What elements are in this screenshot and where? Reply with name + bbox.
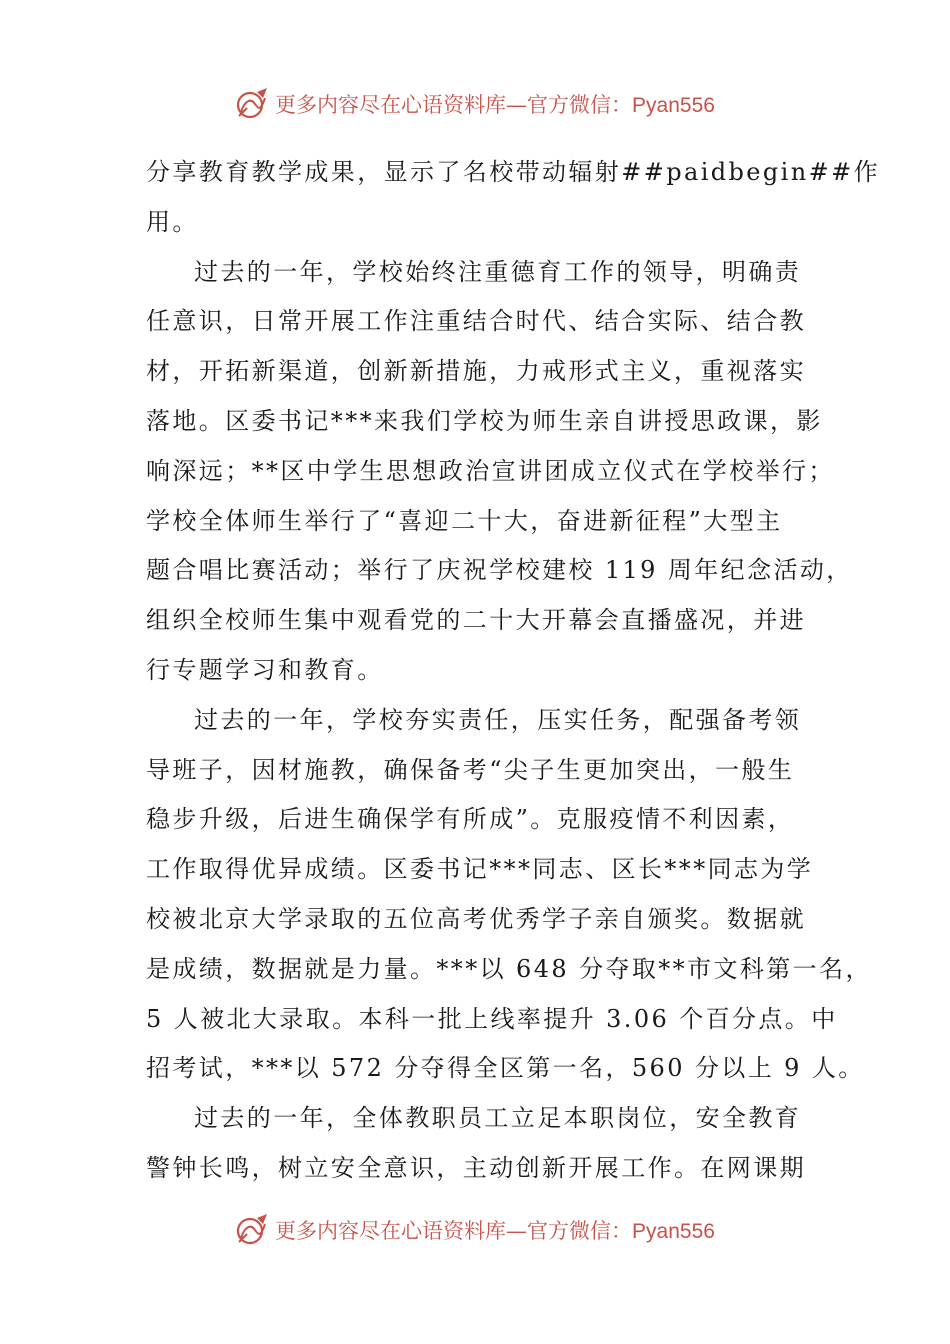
body-line: 用。: [146, 207, 199, 236]
body-line: 稳步升级，后进生确保学有所成”。克服疫情不利因素，: [146, 805, 795, 834]
body-line: 任意识，日常开展工作注重结合时代、结合实际、结合教: [146, 307, 806, 336]
paragraph-start-line: 过去的一年，学校始终注重德育工作的领导，明确责: [194, 257, 802, 286]
body-line: 学校全体师生举行了“喜迎二十大，奋进新征程”大型主: [146, 506, 783, 535]
body-line: 导班子，因材施教，确保备考“尖子生更加突出，一般生: [146, 755, 795, 784]
body-line: 分享教育教学成果，显示了名校带动辐射##paidbegin##作: [146, 158, 881, 186]
document-body: [146, 148, 881, 1194]
body-line: 5 人被北大录取。本科一批上线率提升 3.06 个百分点。中: [146, 1004, 838, 1033]
pen-signature-logo-icon: [235, 86, 271, 122]
header-banner-text: [275, 89, 715, 119]
paragraph-start-line: 过去的一年，学校夯实责任，压实任务，配强备考领: [194, 705, 802, 734]
body-line: 落地。区委书记***来我们学校为师生亲自讲授思政课，影: [146, 406, 823, 435]
footer-banner-text: [275, 1215, 715, 1245]
footer-banner-label: 更多内容尽在心语资料库—官方微信：: [275, 1219, 633, 1243]
header-banner-label: 更多内容尽在心语资料库—官方微信：: [275, 93, 633, 117]
footer-wechat-id: Pyan556: [632, 1220, 715, 1243]
header-banner: [0, 84, 950, 124]
body-line: 组织全校师生集中观看党的二十大开幕会直播盛况，并进: [146, 606, 806, 635]
body-line: 行专题学习和教育。: [146, 655, 384, 684]
body-line: 是成绩，数据就是力量。***以 648 分夺取**市文科第一名，: [146, 954, 872, 983]
body-line: 题合唱比赛活动；举行了庆祝学校建校 119 周年纪念活动，: [146, 556, 853, 585]
body-line: 警钟长鸣，树立安全意识，主动创新开展工作。在网课期: [146, 1153, 806, 1182]
body-line: 材，开拓新渠道，创新新措施，力戒形式主义，重视落实: [146, 357, 806, 386]
body-line: 工作取得优异成绩。区委书记***同志、区长***同志为学: [146, 855, 814, 884]
paragraph-start-line: 过去的一年，全体教职员工立足本职岗位，安全教育: [194, 1104, 802, 1133]
body-line: 招考试，***以 572 分夺得全区第一名，560 分以上 9 人。: [146, 1054, 865, 1083]
pen-signature-logo-icon: [235, 1212, 271, 1248]
footer-banner: [0, 1210, 950, 1250]
body-line: 响深远；**区中学生思想政治宣讲团成立仪式在学校举行；: [146, 456, 835, 485]
body-line: 校被北京大学录取的五位高考优秀学子亲自颁奖。数据就: [146, 904, 806, 933]
header-wechat-id: Pyan556: [632, 94, 715, 117]
